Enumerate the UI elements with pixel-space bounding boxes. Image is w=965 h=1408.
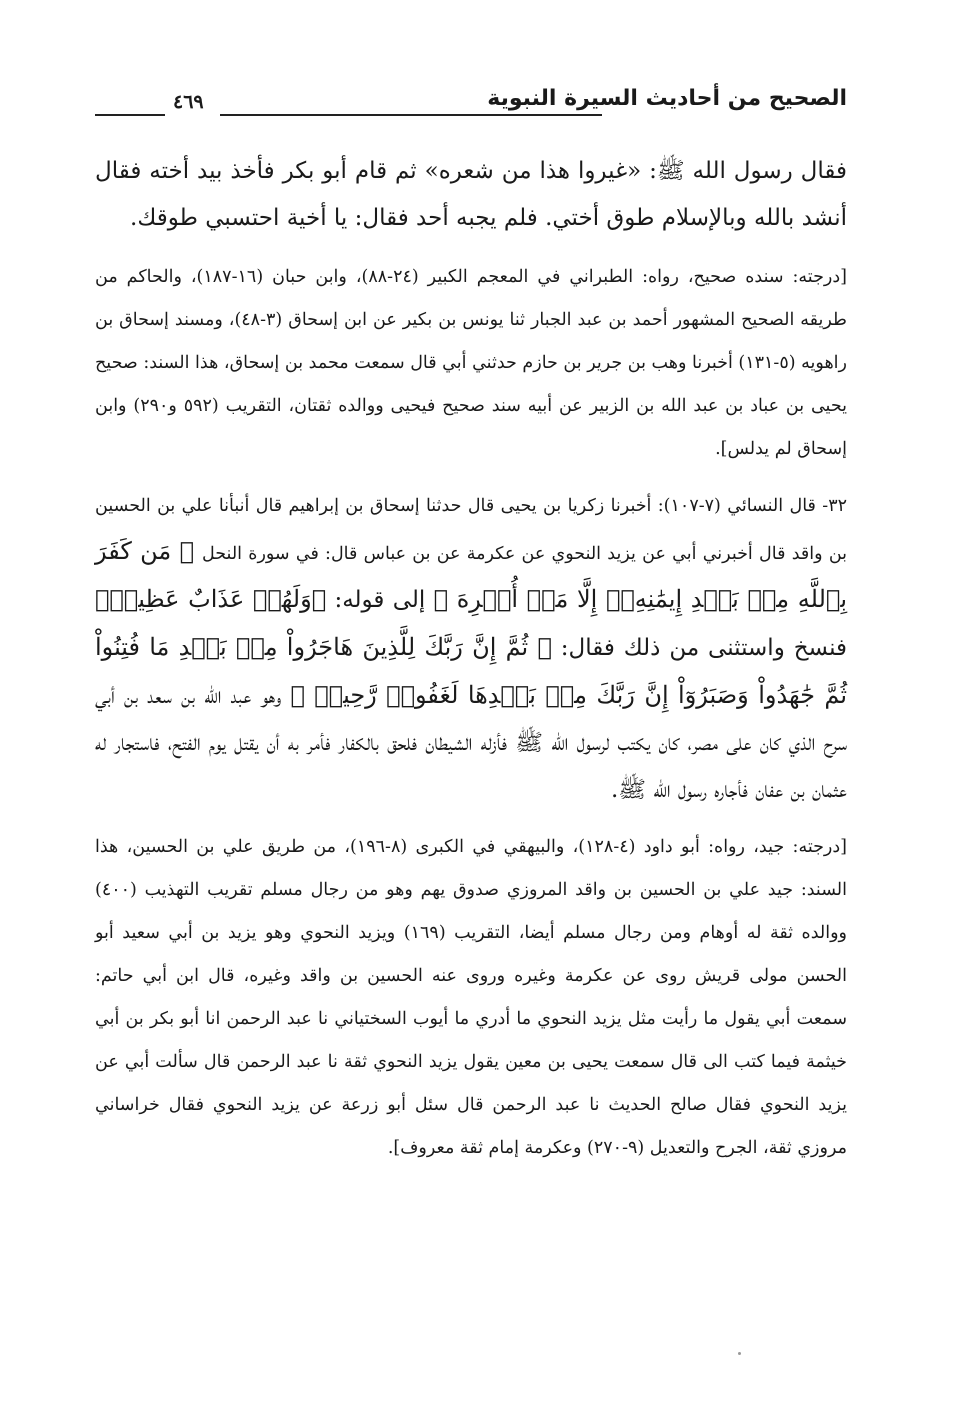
- running-header: [95, 82, 847, 122]
- quran-verse: ﴿وَلَهُمۡ عَذَابٌ عَظِيمٞ﴾: [95, 585, 327, 613]
- hadith-32: [95, 481, 847, 814]
- header-title: الصحيح من أحاديث السيرة النبوية: [487, 86, 847, 111]
- page-number: ٤٦٩: [173, 91, 204, 113]
- page-body: [95, 148, 847, 1170]
- grading-note: [درجته: جيد، رواه: أبو داود (٤-١٢٨)، والبيهقي في الكبرى (٨-١٩٦)، من طريق علي بن الحسين، هذا السند: جيد علي بن الحسين بن واقد المروزي صدوق يهم وهو من رجال مسلم تقريب التهذيب (٤٠٠) ووالده ثقة له أوهام ومن رجال مسلم أيضا، التقريب (١٦٩) ويزيد النحوي وهو يزيد بن أبي سعيد أبو الحسن مولى قريش روى عن عكرمة وغيره وروى عنه الحسين بن واقد وغيره، قال ابن أبي حاتم: سمعت أبي يقول ما رأيت مثل يزيد النحوي ما أدري ما أيوب السختياني نا عبد الرحمن انا أبو بكر بن أبي خيثمة فيما كتب الى قال سمعت يحيى بن معين يقول يزيد النحوي ثقة نا عبد الرحمن قال سألت أبي عن يزيد النحوي فقال صالح الحديث نا عبد الرحمن قال سئل أبو زرعة عن يزيد النحوي فقال خراساني مروزي ثقة، الجرح والتعديل (٩-٢٧٠) وعكرمة إمام ثقة معروف].: [95, 837, 848, 1158]
- header-rule-short: [95, 114, 165, 116]
- quran-verse: ﴿ ثُمَّ إِنَّ رَبَّكَ لِلَّذِينَ هَاجَرُواْ مِنۢ بَعۡدِ مَا فُتِنُواْ ثُمَّ جَٰهَدُواْ وَصَبَرُوٓاْ إِنَّ رَبَّكَ مِنۢ بَعۡدِهَا لَغَفُورٞ رَّحِيمٞ ﴾: [95, 633, 848, 709]
- grading-note: [درجته: سنده صحيح، رواه: الطبراني في المعجم الكبير (٢٤-٨٨)، وابن حبان (١٦-١٨٧)، والحاكم من طريقه الصحيح المشهور أحمد بن عبد الجبار ثنا يونس بن بكير عن ابن إسحاق (٣-٤٨)، ومسند إسحاق بن راهويه (٥-١٣١) أخبرنا وهب بن جرير بن حازم حدثني أبي قال سمعت محمد بن إسحاق، هذا السند: صحيح يحيى بن عباد بن عبد الله بن الزبير عن أبيه سند صحيح فيحيى ووالده ثقتان، التقريب (٥٩٢ و٢٩٠) وابن إسحاق لم يدلس].: [95, 267, 847, 459]
- hadith-32-text: فنسخ واستثنى من ذلك فقال:: [560, 635, 848, 661]
- narration-paragraph: فقال رسول الله ﷺ: «غيروا هذا من شعره» ثم قام أبو بكر فأخذ بيد أخته فقال أنشد بالله وبالإسلام طوق أختي. فلم يجبه أحد فقال: يا أخية احتسبي طوقك.: [95, 158, 847, 231]
- page-speck: [738, 1352, 741, 1355]
- hadith-32-isnad: ٣٢- قال النسائي (٧-١٠٧): أخبرنا زكريا بن يحيى قال حدثنا إسحاق بن إبراهيم قال أنبأنا علي بن الحسين بن واقد قال أخبرني أبي عن يزيد النحوي عن عكرمة عن بن عباس قال: في سورة النحل: [95, 496, 848, 564]
- hadith-32-text: إلى قوله:: [334, 587, 426, 613]
- hadith-32-text: وهو عبد الله بن سعد بن أبي سرح الذي كان على مصر، كان يكتب لرسول الله ﷺ فأزله الشيطان فلحق بالكفار فأمر به أن يقتل يوم الفتح، فاستجار له عثمان بن عفان فأجاره رسول الله ﷺ.: [95, 683, 847, 803]
- quran-verse: ﴿ مَن كَفَرَ بِٱللَّهِ مِنۢ بَعۡدِ إِيمَٰنِهِۦٓ إِلَّا مَنۡ أُكۡرِهَ ﴾: [95, 537, 848, 613]
- header-rule: [220, 114, 602, 116]
